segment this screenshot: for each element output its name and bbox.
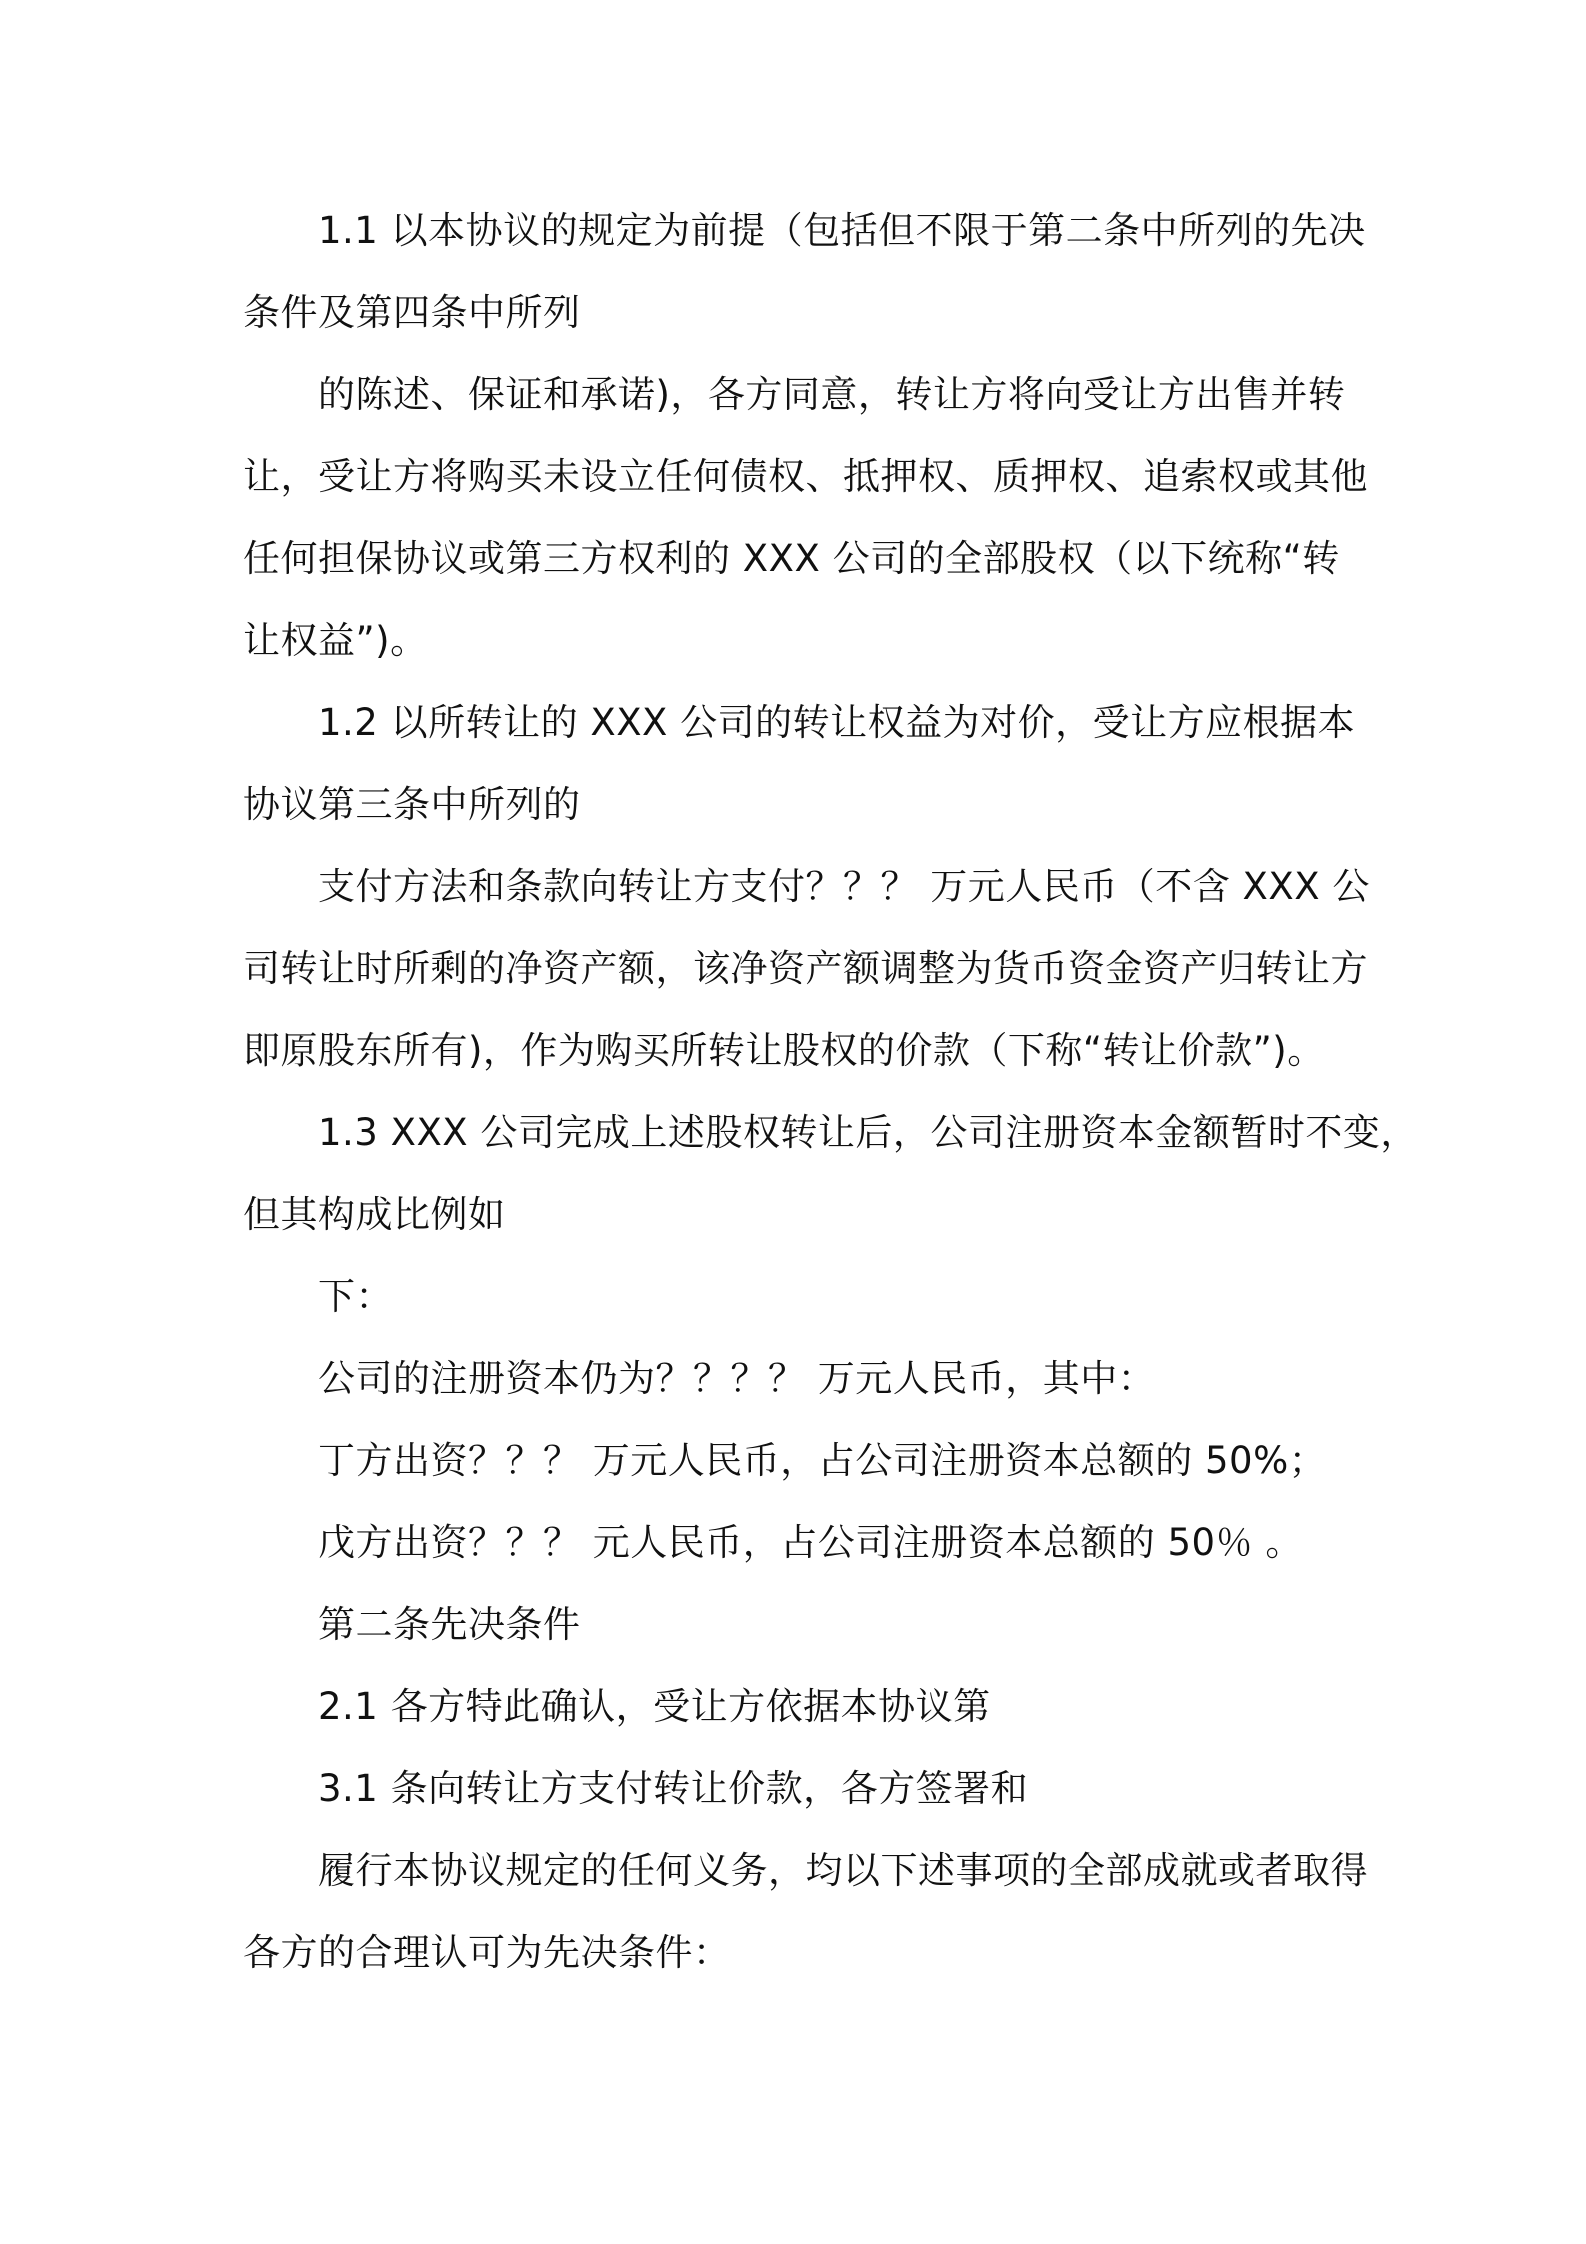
- clause-2-1-line-4: 各方的合理认可为先决条件：: [243, 1931, 731, 1974]
- clause-1-3-line-1: 1.3 XXX 公司完成上述股权转让后，公司注册资本金额暂时不变，: [318, 1111, 1418, 1154]
- clause-1-2-line-4: 司转让时所剩的净资产额，该净资产额调整为货币资金资产归转让方: [243, 947, 1368, 990]
- clause-1-1-line-2: 条件及第四条中所列: [243, 291, 581, 334]
- article-2-heading: 第二条先决条件: [318, 1603, 581, 1646]
- clause-1-3-line-3: 下：: [318, 1275, 393, 1318]
- clause-1-3-line-2: 但其构成比例如: [243, 1193, 506, 1236]
- clause-1-2-line-3: 支付方法和条款向转让方支付？？？ 万元人民币（不含 XXX 公: [318, 865, 1370, 908]
- party-wu-line: 戊方出资？？？ 元人民币，占公司注册资本总额的 50％ 。: [318, 1521, 1303, 1564]
- clause-1-1-line-5: 任何担保协议或第三方权利的 XXX 公司的全部股权（以下统称“转: [243, 537, 1340, 580]
- clause-1-2-line-5: 即原股东所有)，作为购买所转让股权的价款（下称“转让价款”)。: [243, 1029, 1325, 1072]
- clause-2-1-line-3: 履行本协议规定的任何义务，均以下述事项的全部成就或者取得: [318, 1849, 1368, 1892]
- clause-1-1-line-4: 让，受让方将购买未设立任何债权、抵押权、质押权、追索权或其他: [243, 455, 1368, 498]
- clause-1-1-line-3: 的陈述、保证和承诺)，各方同意，转让方将向受让方出售并转: [318, 373, 1346, 416]
- clause-2-1-line-2: 3.1 条向转让方支付转让价款，各方签署和: [318, 1767, 1029, 1810]
- clause-1-2-line-1: 1.2 以所转让的 XXX 公司的转让权益为对价，受让方应根据本: [318, 701, 1356, 744]
- capital-line: 公司的注册资本仍为？？？？ 万元人民币，其中：: [318, 1357, 1156, 1400]
- party-ding-line: 丁方出资？？？ 万元人民币，占公司注册资本总额的 50%；: [318, 1439, 1327, 1482]
- clause-1-1-line-1: 1.1 以本协议的规定为前提（包括但不限于第二条中所列的先决: [318, 209, 1366, 252]
- clause-1-1-line-6: 让权益”)。: [243, 619, 428, 662]
- clause-2-1-line-1: 2.1 各方特此确认，受让方依据本协议第: [318, 1685, 991, 1728]
- clause-1-2-line-2: 协议第三条中所列的: [243, 783, 581, 826]
